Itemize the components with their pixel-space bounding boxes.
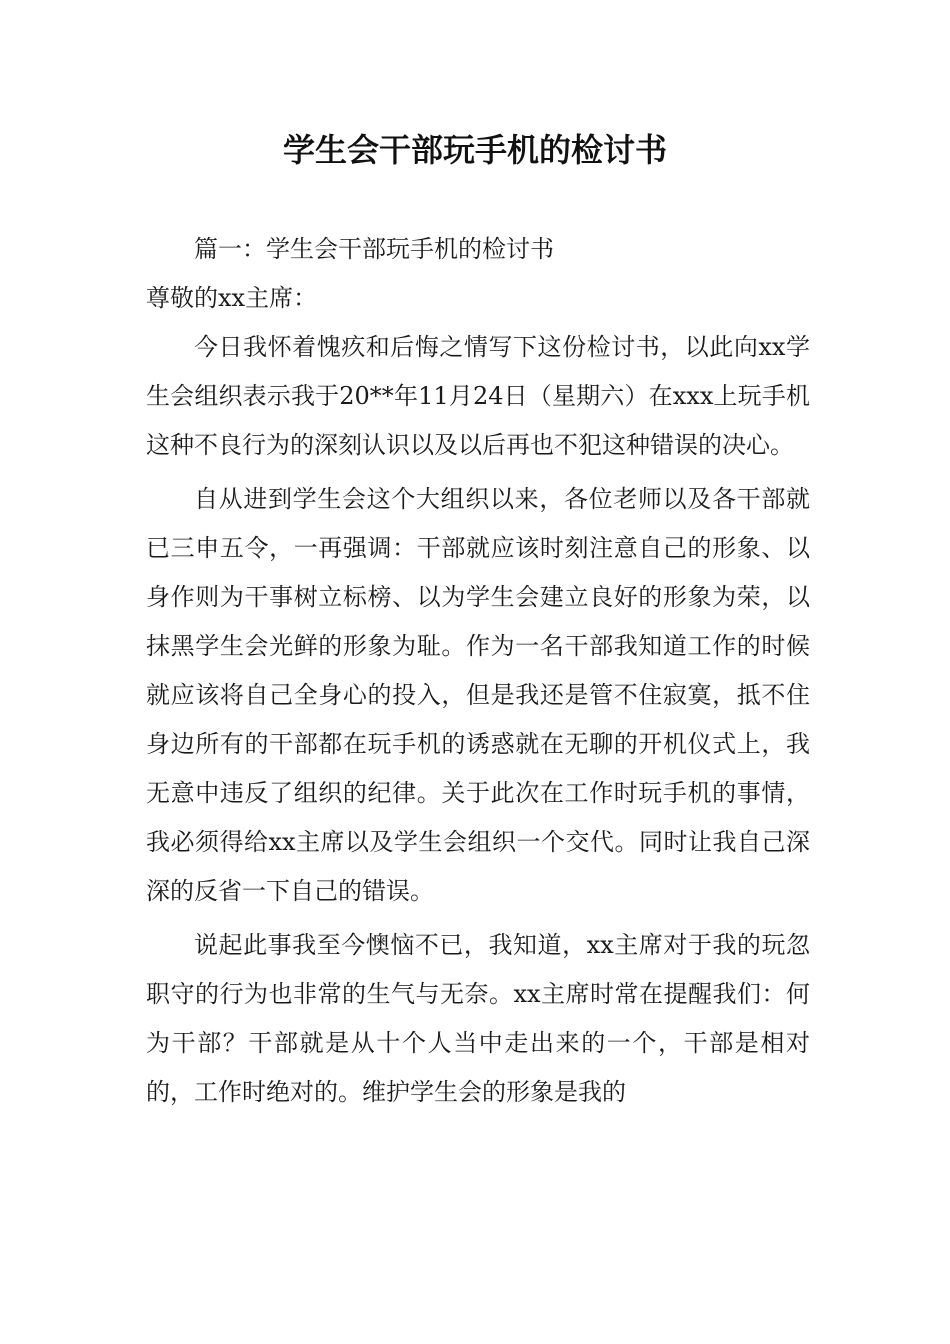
paragraph-3: 说起此事我至今懊恼不已，我知道，xx主席对于我的玩忽职守的行为也非常的生气与无奈。xx主席时常在提醒我们：何为干部？干部就是从十个人当中走出来的一个，干部是相对的，工作时绝对的。维护学生会的形象是我的 xyxy=(146,931,810,1106)
paragraph-1: 今日我怀着愧疚和后悔之情写下这份检讨书，以此向xx学生会组织表示我于20**年11月24日（星期六）在xxx上玩手机这种不良行为的深刻认识以及以后再也不犯这种错误的决心。 xyxy=(146,333,810,459)
salutation: 尊敬的xx主席： xyxy=(146,284,318,312)
document-body xyxy=(146,225,810,1117)
document-title: 学生会干部玩手机的检讨书 xyxy=(282,131,667,169)
paragraph-2: 自从进到学生会这个大组织以来，各位老师以及各干部就已三申五令，一再强调：干部就应该时刻注意自己的形象、以身作则为干事树立标榜、以为学生会建立良好的形象为荣，以抹黑学生会光鲜的形象为耻。作为一名干部我知道工作的时候就应该将自己全身心的投入，但是我还是管不住寂寞，抵不住身边所有的干部都在玩手机的诱惑就在无聊的开机仪式上，我无意中违反了组织的纪律。关于此次在工作时玩手机的事情，我必须得给xx主席以及学生会组织一个交代。同时让我自己深深的反省一下自己的错误。 xyxy=(146,485,810,905)
section-heading: 篇一：学生会干部玩手机的检讨书 xyxy=(194,235,554,263)
